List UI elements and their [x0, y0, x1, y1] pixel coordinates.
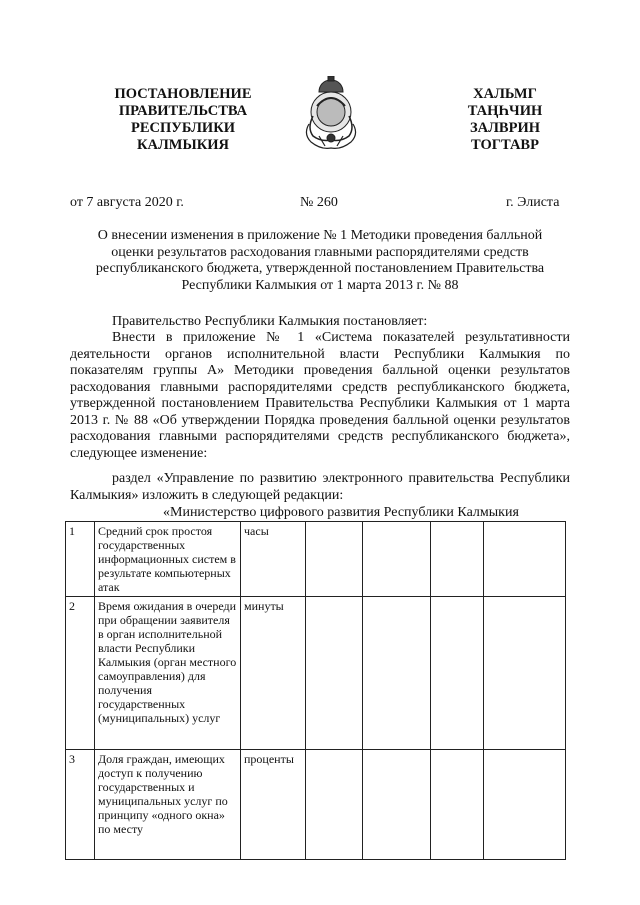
- table-row: [66, 522, 566, 597]
- resolution-statement: Правительство Республики Калмыкия постановляет:: [112, 314, 428, 329]
- indicator-name: Время ожидания в очереди при обращении заявителя в орган исполнительной власти Республики Калмыкия (орган местного самоуправления) для получения государственных (муниципальных) услуг: [95, 597, 241, 750]
- coat-of-arms-emblem: [299, 76, 363, 154]
- empty-cell: [431, 597, 484, 750]
- header-right-line: ТАҢҺЧИН: [467, 103, 543, 119]
- indicator-unit: проценты: [241, 750, 306, 860]
- indicator-name: Доля граждан, имеющих доступ к получению государственных и муниципальных услуг по принципу «одного окна» по месту: [95, 750, 241, 860]
- title-line: Республики Калмыкия от 1 марта 2013 г. № 88: [181, 277, 459, 293]
- indicator-unit: часы: [241, 522, 306, 597]
- empty-cell: [484, 750, 566, 860]
- empty-cell: [306, 750, 363, 860]
- title-line: О внесении изменения в приложение № 1 Методики проведения балльной: [97, 228, 543, 243]
- amendment-paragraph: Внести в приложение № 1 «Система показателей результативности деятельности органов исполнительной власти Республики Калмыкия по показателям группы А» Методики проведения балльной оценки результатов расходования главными распорядителями средств республиканского бюджета, утвержденной постановлением Правительства Республики Калмыкия от 1 марта 2013 г. № 88 «Об утверждении Порядка проведения балльной оценки результатов расходования главными распорядителями средств республиканского бюджета», следующее изменение:: [70, 330, 570, 461]
- empty-cell: [431, 522, 484, 597]
- title-line: республиканского бюджета, утвержденной постановлением Правительства: [95, 261, 545, 276]
- indicators-table: [65, 521, 566, 860]
- header-left-line: ПРАВИТЕЛЬСТВА: [118, 103, 248, 119]
- empty-cell: [306, 597, 363, 750]
- row-number: 3: [66, 750, 95, 860]
- indicator-unit: минуты: [241, 597, 306, 750]
- header-right-line: ТОГТАВР: [471, 137, 539, 153]
- empty-cell: [363, 750, 431, 860]
- header-right-line: ХАЛЬМГ: [473, 86, 537, 102]
- header-right-title: [440, 86, 570, 154]
- header-left-title: [88, 86, 278, 154]
- header-left-line: РЕСПУБЛИКИ: [130, 120, 236, 136]
- table-row: [66, 750, 566, 860]
- section-paragraph: раздел «Управление по развитию электронного правительства Республики Калмыкия» изложить в следующей редакции:: [70, 471, 570, 503]
- empty-cell: [363, 522, 431, 597]
- header-left-line: КАЛМЫКИЯ: [137, 137, 229, 153]
- header-right-line: ЗАЛВРИН: [469, 120, 540, 136]
- document-title: [70, 228, 570, 294]
- indicator-name: Средний срок простоя государственных информационных систем в результате компьютерных атак: [95, 522, 241, 597]
- empty-cell: [484, 597, 566, 750]
- document-city: г. Элиста: [506, 195, 560, 210]
- table-row: [66, 597, 566, 750]
- document-number: № 260: [300, 195, 338, 210]
- header-left-line: ПОСТАНОВЛЕНИЕ: [114, 86, 252, 102]
- empty-cell: [431, 750, 484, 860]
- empty-cell: [363, 597, 431, 750]
- document-date: от 7 августа 2020 г.: [70, 195, 184, 210]
- empty-cell: [484, 522, 566, 597]
- row-number: 2: [66, 597, 95, 750]
- title-line: оценки результатов расходования главными распорядителями средств: [111, 244, 529, 260]
- empty-cell: [306, 522, 363, 597]
- ministry-heading: «Министерство цифрового развития Республики Калмыкия: [163, 505, 519, 520]
- row-number: 1: [66, 522, 95, 597]
